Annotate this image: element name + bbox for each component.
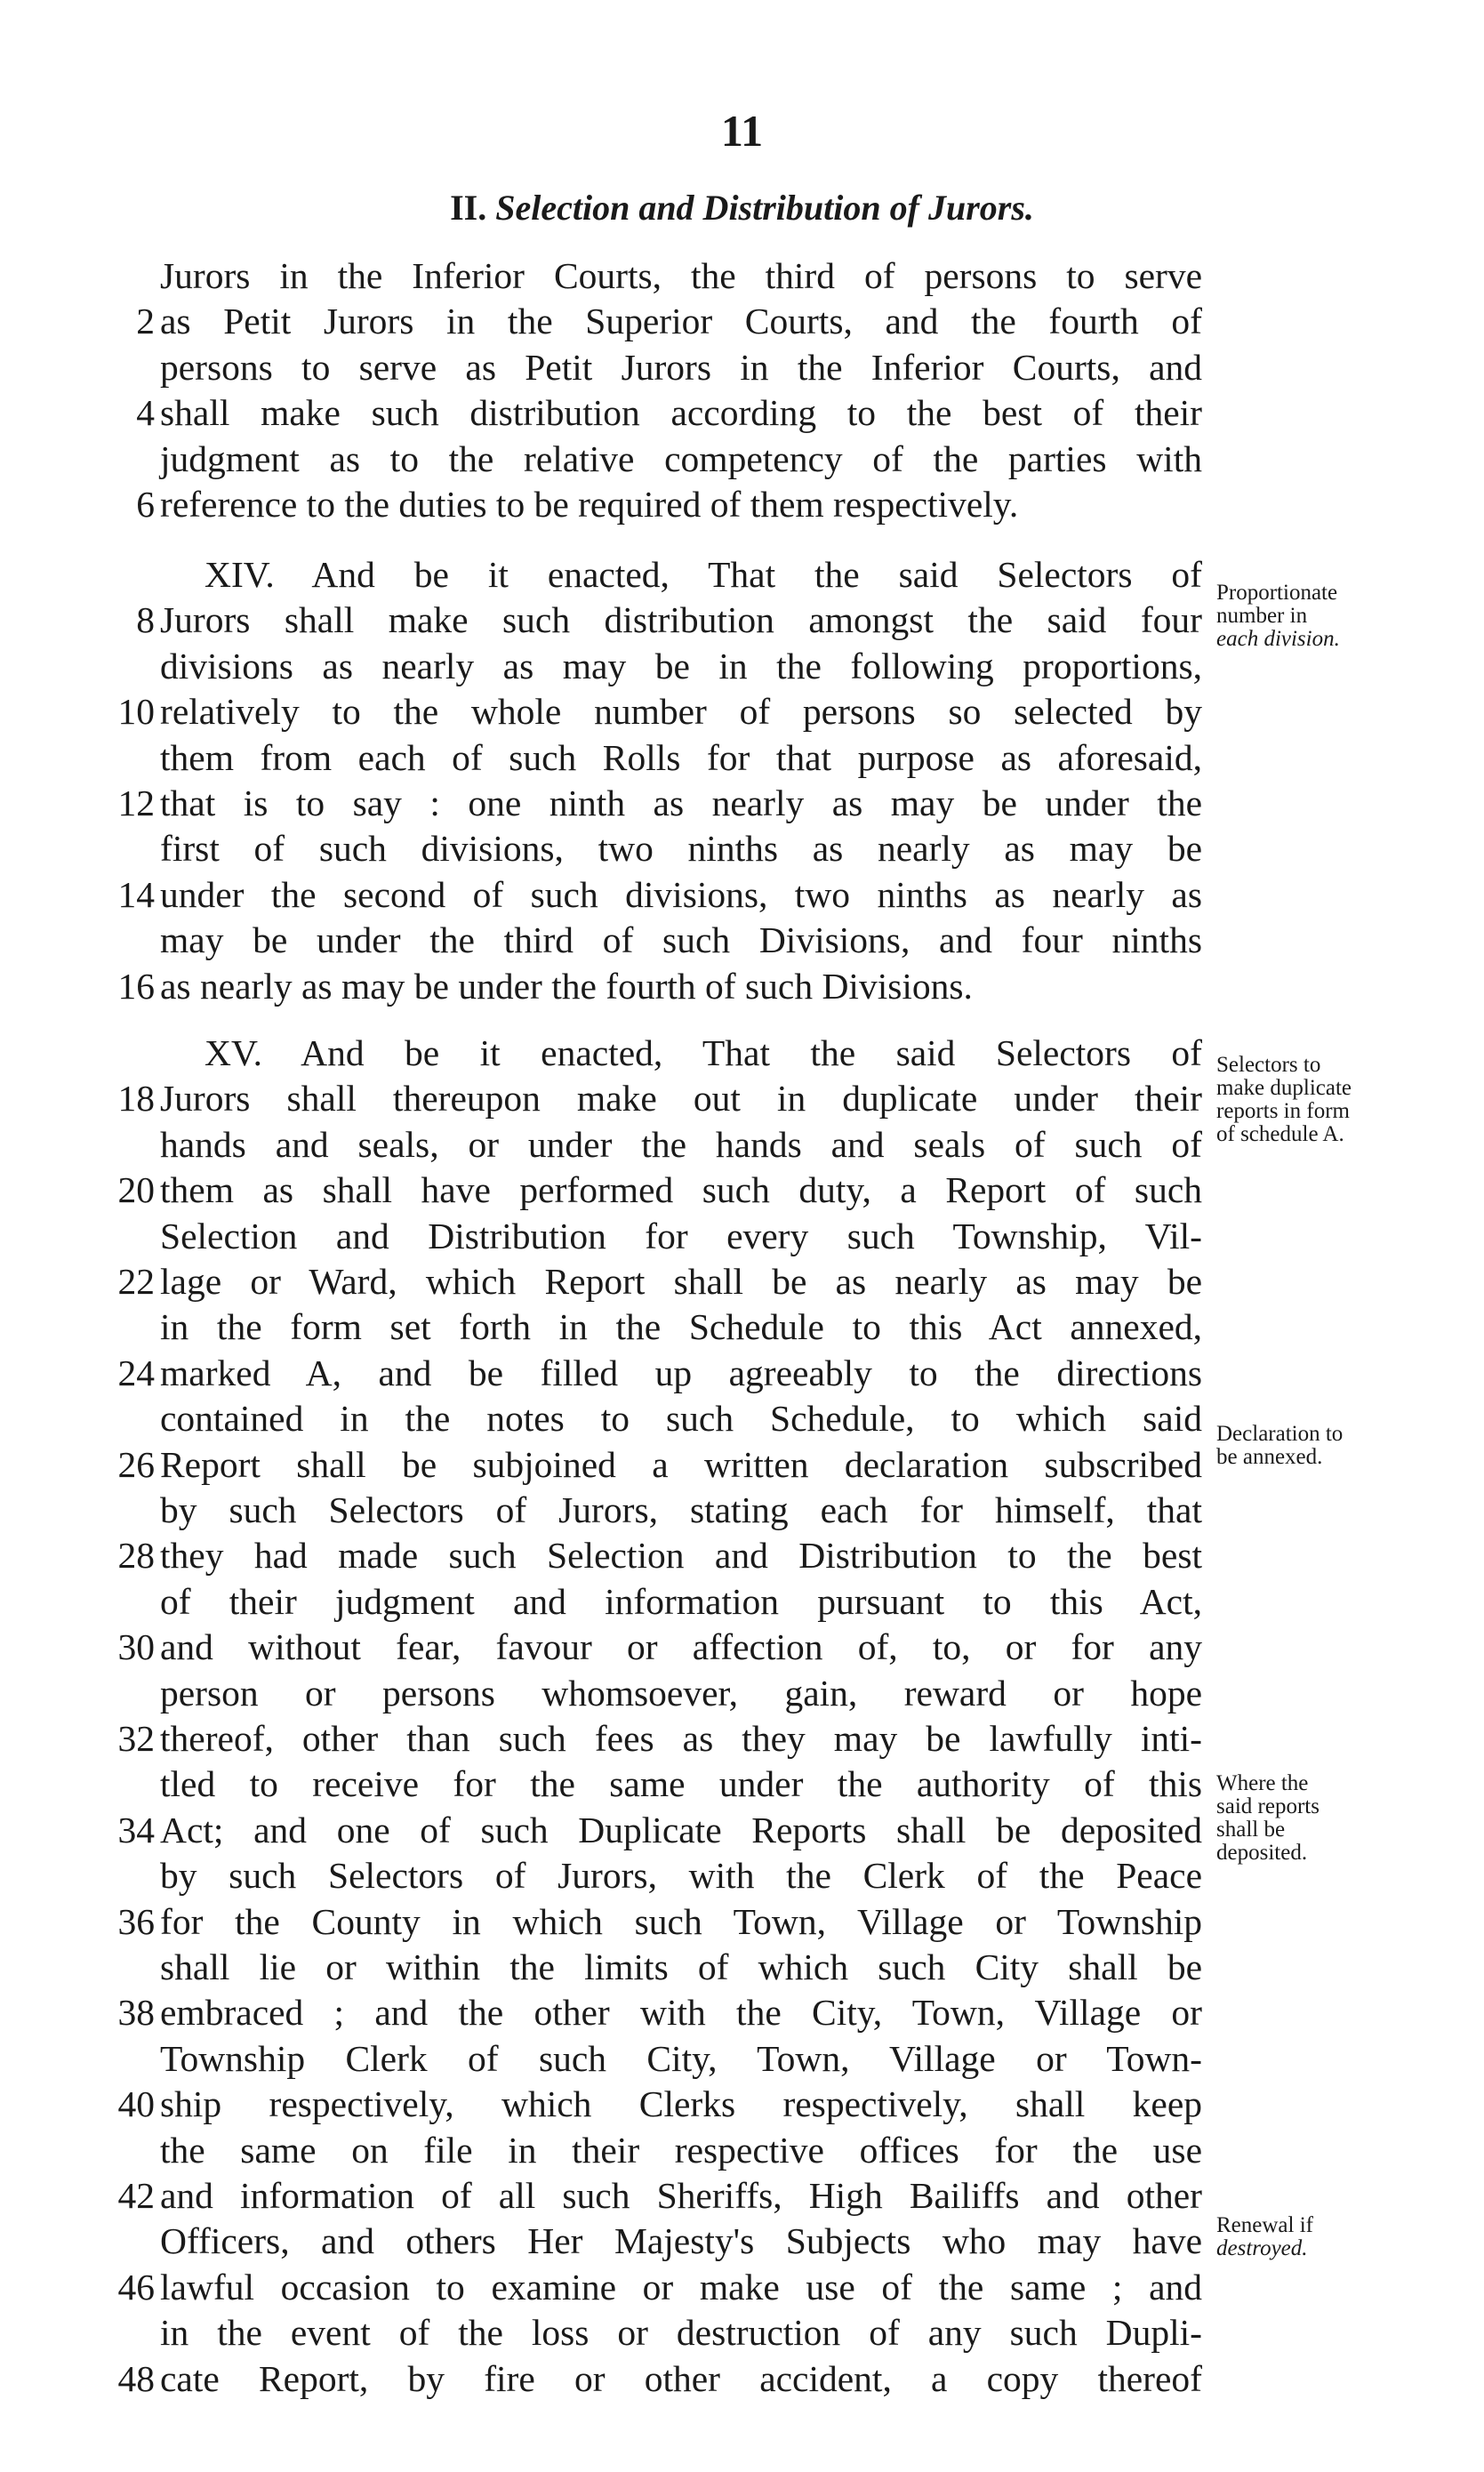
line-text: of their judgment and information pursuant to this Act, (160, 1580, 1202, 1622)
line-number: 34 (117, 1809, 155, 1850)
line-number: 14 (117, 873, 155, 915)
marginal-note-line: make duplicate (1216, 1076, 1352, 1100)
line-text: Report shall be subjoined a written declaration subscribed (160, 1443, 1202, 1485)
marginal-note-line: Declaration to (1216, 1422, 1344, 1446)
line-number: 42 (117, 2175, 155, 2216)
line-number: 12 (117, 783, 155, 823)
marginal-note-line: Selectors to (1216, 1053, 1321, 1077)
marginal-note-line: Where the (1216, 1771, 1309, 1795)
line-text: Officers, and others Her Majesty's Subjects who may have (160, 2220, 1202, 2262)
line-text: persons to serve as Petit Jurors in the Inferior Courts, and (160, 346, 1202, 388)
line-text: thereof, other than such fees as they may be lawfully inti- (160, 1718, 1202, 1759)
line-number: 22 (117, 1261, 155, 1302)
line-text: that is to say : one ninth as nearly as may be under the (160, 783, 1202, 823)
line-text: first of such divisions, two ninths as nearly as may be (160, 828, 1202, 870)
section-heading (0, 187, 1484, 229)
line-text: in the event of the loss or destruction of any such Dupli- (160, 2312, 1202, 2354)
line-text: Jurors shall thereupon make out in duplicate under their (160, 1078, 1202, 1120)
line-text: under the second of such divisions, two ninths as nearly as (160, 873, 1202, 915)
page-number: 11 (720, 106, 764, 156)
marginal-note-line: reports in form (1216, 1099, 1350, 1123)
line-number: 18 (117, 1078, 155, 1120)
line-text: lawful occasion to examine or make use of the same ; and (160, 2266, 1202, 2307)
line-number: 2 (136, 301, 155, 342)
line-text: reference to the duties to be required of them respectively. (160, 484, 1019, 525)
line-text: divisions as nearly as may be in the following proportions, (160, 645, 1202, 686)
line-text: they had made such Selection and Distribution to the best (160, 1535, 1202, 1577)
marginal-note (1216, 1423, 1465, 1469)
line-number: 46 (117, 2266, 155, 2307)
marginal-note (1216, 2214, 1465, 2260)
line-text: lage or Ward, which Report shall be as nearly as may be (160, 1261, 1202, 1302)
line-text: the same on file in their respective offices for the use (160, 2129, 1202, 2171)
line-text: tled to receive for the same under the authority of this (160, 1763, 1202, 1805)
line-text: them from each of such Rolls for that purpose as aforesaid, (160, 736, 1202, 778)
line-text: ship respectively, which Clerks respectively, shall keep (160, 2083, 1202, 2125)
line-text: Selection and Distribution for every such Township, Vil- (160, 1215, 1202, 1256)
line-text: and information of all such Sheriffs, High Bailiffs and other (160, 2175, 1202, 2216)
line-number: 10 (117, 691, 155, 733)
line-number: 28 (117, 1535, 155, 1577)
line-text: XIV. And be it enacted, That the said Selectors of (205, 554, 1202, 595)
section-number: II. (450, 188, 487, 228)
marginal-note (1216, 582, 1465, 651)
line-text: and without fear, favour or affection of, to, or for any (160, 1626, 1202, 1668)
line-number: 36 (117, 1900, 155, 1942)
marginal-note-line: of schedule A. (1216, 1122, 1344, 1146)
marginal-note-line: deposited. (1216, 1841, 1308, 1865)
line-text: for the County in which such Town, Village or Township (160, 1900, 1202, 1942)
line-text: Jurors shall make such distribution amongst the said four (160, 599, 1202, 641)
marginal-note-line: destroyed. (1216, 2236, 1308, 2260)
line-number: 6 (136, 484, 155, 525)
line-text: contained in the notes to such Schedule, to which said (160, 1398, 1202, 1440)
line-text: relatively to the whole number of persons so selected by (160, 691, 1202, 733)
line-text: hands and seals, or under the hands and seals of such of (160, 1123, 1202, 1165)
line-number: 26 (117, 1443, 155, 1485)
marginal-note-line: number in (1216, 604, 1308, 628)
line-text: marked A, and be filled up agreeably to the directions (160, 1352, 1202, 1393)
line-number: 32 (117, 1718, 155, 1759)
line-number: 48 (117, 2357, 155, 2399)
line-text: cate Report, by fire or other accident, a copy thereof (160, 2357, 1202, 2399)
line-number: 16 (117, 965, 155, 1007)
line-text: by such Selectors of Jurors, stating each for himself, that (160, 1489, 1202, 1530)
line-text: Jurors in the Inferior Courts, the third of persons to serve (160, 255, 1202, 296)
line-number: 8 (136, 599, 155, 641)
marginal-note-line: said reports (1216, 1794, 1320, 1818)
line-number: 4 (136, 392, 155, 434)
marginal-note (1216, 1054, 1465, 1146)
marginal-note-line: Proportionate (1216, 581, 1338, 605)
line-text: as nearly as may be under the fourth of such Divisions. (160, 965, 973, 1007)
marginal-note (1216, 1772, 1465, 1865)
line-number: 30 (117, 1626, 155, 1668)
line-text: shall make such distribution according to the best of their (160, 392, 1202, 434)
line-text: XV. And be it enacted, That the said Selectors of (205, 1032, 1202, 1073)
marginal-note-line: be annexed. (1216, 1445, 1323, 1469)
line-text: Act; and one of such Duplicate Reports shall be deposited (160, 1809, 1202, 1850)
marginal-note-line: Renewal if (1216, 2213, 1313, 2237)
line-text: person or persons whomsoever, gain, reward or hope (160, 1672, 1202, 1714)
line-text: in the form set forth in the Schedule to this Act annexed, (160, 1306, 1202, 1348)
marginal-note-line: each division. (1216, 627, 1340, 651)
line-text: judgment as to the relative competency of the parties with (160, 437, 1202, 479)
line-text: embraced ; and the other with the City, Town, Village or (160, 1992, 1202, 2034)
marginal-note-line: shall be (1216, 1818, 1286, 1842)
line-text: Township Clerk of such City, Town, Village or Town- (160, 2037, 1202, 2079)
section-title: Selection and Distribution of Jurors. (495, 188, 1034, 228)
line-text: them as shall have performed such duty, a Report of such (160, 1169, 1202, 1211)
line-number: 20 (117, 1169, 155, 1211)
line-text: as Petit Jurors in the Superior Courts, and the fourth of (160, 301, 1202, 342)
line-number: 40 (117, 2083, 155, 2125)
line-text: may be under the third of such Divisions, and four ninths (160, 919, 1202, 961)
line-number: 38 (117, 1992, 155, 2034)
line-text: by such Selectors of Jurors, with the Clerk of the Peace (160, 1855, 1202, 1897)
line-number: 24 (117, 1352, 155, 1393)
line-text: shall lie or within the limits of which such City shall be (160, 1946, 1202, 1987)
